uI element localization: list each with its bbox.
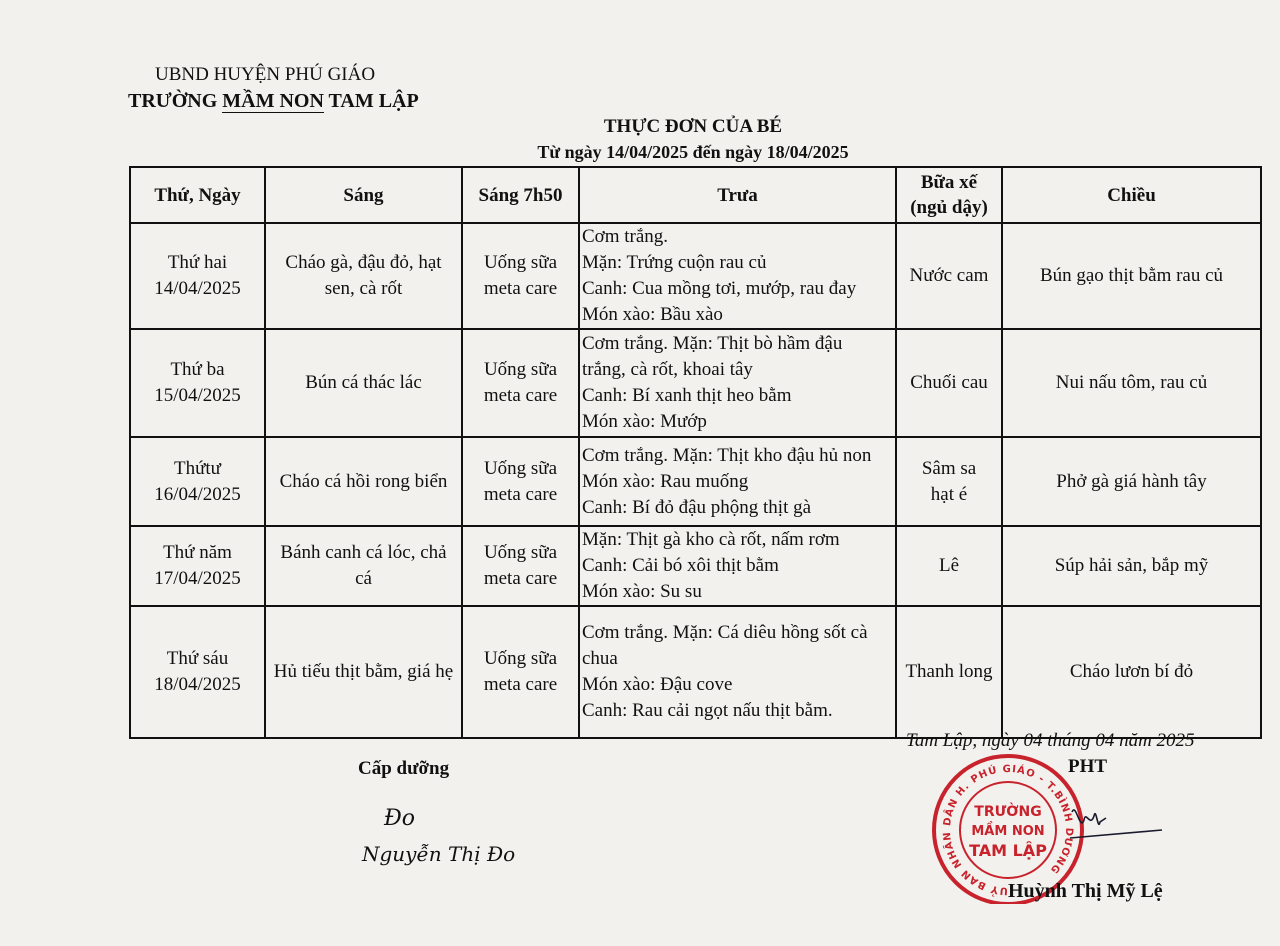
- morning-cell-line: meta care: [483, 568, 558, 589]
- lunch-cell: [579, 437, 896, 526]
- morning-cell-line: Uống sữa: [483, 457, 558, 479]
- lunch-cell-line: Món xào: Mướp: [582, 411, 707, 432]
- school-underlined: MẦM NON: [222, 90, 324, 112]
- morning-cell-line: Uống sữa: [483, 252, 558, 273]
- afternoon-cell: [1002, 437, 1261, 526]
- snack-cell-line: Nước cam: [909, 265, 989, 286]
- lunch-cell: [579, 223, 896, 329]
- afternoon-cell-line: Phở gà giá hành tây: [1056, 470, 1207, 492]
- stamp-line1: TRƯỜNG: [974, 804, 1042, 820]
- lunch-cell-line: Món xào: Bầu xào: [582, 304, 723, 325]
- lunch-cell: [579, 526, 896, 606]
- morning-cell: [462, 329, 579, 437]
- lunch-cell-line: Món xào: Rau muống: [582, 470, 749, 492]
- menu-title: THỰC ĐƠN CỦA BÉ: [603, 116, 783, 137]
- lunch-cell-line: Canh: Cua mồng tơi, mướp, rau đay: [582, 278, 857, 299]
- day-cell-line: 14/04/2025: [154, 278, 241, 299]
- morning-cell: [462, 223, 579, 329]
- snack-cell-line: hạt é: [930, 483, 968, 505]
- table-row: [130, 223, 1261, 329]
- table-row: [130, 606, 1261, 738]
- morning-cell-line: meta care: [483, 278, 558, 299]
- morning-cell-line: Uống sữa: [483, 359, 558, 380]
- lunch-cell-line: Canh: Cải bó xôi thịt bằm: [582, 555, 779, 576]
- stamp-line2: MẦM NON: [971, 824, 1045, 839]
- col-snack: [896, 167, 1002, 223]
- afternoon-cell-line: Súp hải sản, bắp mỹ: [1054, 555, 1209, 576]
- header-row: [130, 167, 1261, 223]
- day-cell-line: 16/04/2025: [154, 483, 241, 505]
- day-cell: [130, 606, 265, 738]
- snack-cell-line: Lê: [938, 555, 960, 576]
- col-breakfast: Sáng: [265, 167, 462, 223]
- school-name: [128, 90, 419, 113]
- day-cell-line: Thứ hai: [167, 252, 228, 273]
- lunch-cell-line: Món xào: Su su: [582, 581, 702, 602]
- lunch-cell-line: Mặn: Thịt gà kho cà rốt, nấm rơm: [582, 529, 840, 550]
- table-row: [130, 329, 1261, 437]
- col-afternoon: Chiều: [1002, 167, 1261, 223]
- day-cell: [130, 437, 265, 526]
- day-cell-line: Thứtư: [174, 457, 221, 479]
- day-cell: [130, 329, 265, 437]
- lunch-cell-line: Cơm trắng.: [582, 226, 669, 247]
- lunch-cell-line: chua: [582, 648, 618, 669]
- authority-name: UBND HUYỆN PHÚ GIÁO: [155, 64, 376, 85]
- stamp-line3: TAM LẬP: [969, 841, 1047, 860]
- morning-cell-line: meta care: [483, 385, 558, 406]
- afternoon-cell-line: Nui nấu tôm, rau củ: [1055, 372, 1208, 393]
- col-lunch: Trưa: [579, 167, 896, 223]
- breakfast-cell: [265, 329, 462, 437]
- morning-cell-line: meta care: [483, 483, 558, 505]
- lunch-cell-line: Canh: Bí xanh thịt heo bằm: [582, 385, 792, 406]
- col-morning: Sáng 7h50: [462, 167, 579, 223]
- day-cell-line: 15/04/2025: [154, 385, 241, 406]
- stamp-ring-text: UỶ BAN NHÂN DÂN H. PHÚ GIÁO - T.BÌNH DƯƠNG: [941, 763, 1075, 897]
- place-date: Tam Lập, ngày 04 tháng 04 năm 2025: [906, 730, 1195, 751]
- breakfast-cell: [265, 223, 462, 329]
- breakfast-cell-line: Hủ tiếu thịt bằm, giá hẹ: [273, 661, 454, 682]
- cook-role: Cấp dưỡng: [358, 758, 450, 779]
- snack-cell: [896, 526, 1002, 606]
- table-row: [130, 437, 1261, 526]
- day-cell-line: Thứ sáu: [166, 648, 229, 669]
- date-range: Từ ngày 14/04/2025 đến ngày 18/04/2025: [537, 142, 849, 162]
- morning-cell: [462, 437, 579, 526]
- col-snack-line2: (ngủ dậy): [910, 197, 988, 218]
- lunch-cell-line: Mặn: Trứng cuộn rau củ: [582, 252, 767, 273]
- snack-cell: [896, 606, 1002, 738]
- lunch-cell: [579, 329, 896, 437]
- morning-cell-line: Uống sữa: [483, 542, 558, 563]
- breakfast-cell-line: Bún cá thác lác: [305, 372, 422, 393]
- afternoon-cell: [1002, 526, 1261, 606]
- lunch-cell-line: Canh: Bí đỏ đậu phộng thịt gà: [582, 496, 812, 518]
- day-cell-line: Thứ ba: [170, 359, 225, 380]
- lunch-cell-line: Canh: Rau cải ngọt nấu thịt bằm.: [582, 700, 833, 721]
- lunch-cell-line: trắng, cà rốt, khoai tây: [582, 359, 753, 380]
- day-cell: [130, 526, 265, 606]
- pht-role: PHT: [1068, 756, 1108, 777]
- pht-name: Huỳnh Thị Mỹ Lệ: [1008, 880, 1163, 902]
- breakfast-cell-line: Cháo gà, đậu đỏ, hạt: [285, 252, 442, 273]
- day-cell-line: Thứ năm: [163, 542, 232, 563]
- afternoon-cell-line: Cháo lươn bí đỏ: [1069, 661, 1194, 682]
- breakfast-cell-line: Cháo cá hồi rong biển: [279, 470, 448, 492]
- breakfast-cell-line: cá: [355, 568, 372, 589]
- cook-signature: Đo: [384, 806, 416, 831]
- morning-cell: [462, 606, 579, 738]
- lunch-cell-line: Món xào: Đậu cove: [582, 674, 733, 695]
- afternoon-cell: [1002, 223, 1261, 329]
- col-snack-line1: Bữa xế: [920, 172, 978, 193]
- afternoon-cell: [1002, 329, 1261, 437]
- school-prefix: TRƯỜNG: [128, 90, 223, 112]
- day-cell: [130, 223, 265, 329]
- snack-cell: [896, 437, 1002, 526]
- snack-cell: [896, 223, 1002, 329]
- pht-signature-mark: [1050, 792, 1170, 852]
- snack-cell-line: Sâm sa: [921, 457, 977, 479]
- morning-cell-line: meta care: [483, 674, 558, 695]
- lunch-cell-line: Cơm trắng. Mặn: Thịt kho đậu hủ non: [582, 444, 872, 466]
- breakfast-cell: [265, 526, 462, 606]
- breakfast-cell: [265, 606, 462, 738]
- morning-cell-line: Uống sữa: [483, 648, 558, 669]
- lunch-cell-line: Cơm trắng. Mặn: Cá diêu hồng sốt cà: [582, 622, 868, 643]
- cook-signature-name: Nguyễn Thị Đo: [362, 842, 516, 866]
- snack-cell: [896, 329, 1002, 437]
- lunch-cell: [579, 606, 896, 738]
- breakfast-cell-line: Bánh canh cá lóc, chả: [280, 542, 447, 563]
- col-day: Thứ, Ngày: [130, 167, 265, 223]
- day-cell-line: 17/04/2025: [154, 568, 241, 589]
- table-row: [130, 526, 1261, 606]
- school-suffix: TAM LẬP: [323, 90, 419, 112]
- menu-table: [129, 166, 1262, 739]
- day-cell-line: 18/04/2025: [154, 674, 241, 695]
- morning-cell: [462, 526, 579, 606]
- afternoon-cell: [1002, 606, 1261, 738]
- lunch-cell-line: Cơm trắng. Mặn: Thịt bò hầm đậu: [582, 333, 843, 354]
- snack-cell-line: Chuối cau: [910, 372, 988, 393]
- breakfast-cell-line: sen, cà rốt: [324, 278, 403, 299]
- afternoon-cell-line: Bún gạo thịt bằm rau củ: [1039, 265, 1224, 286]
- breakfast-cell: [265, 437, 462, 526]
- snack-cell-line: Thanh long: [905, 661, 993, 682]
